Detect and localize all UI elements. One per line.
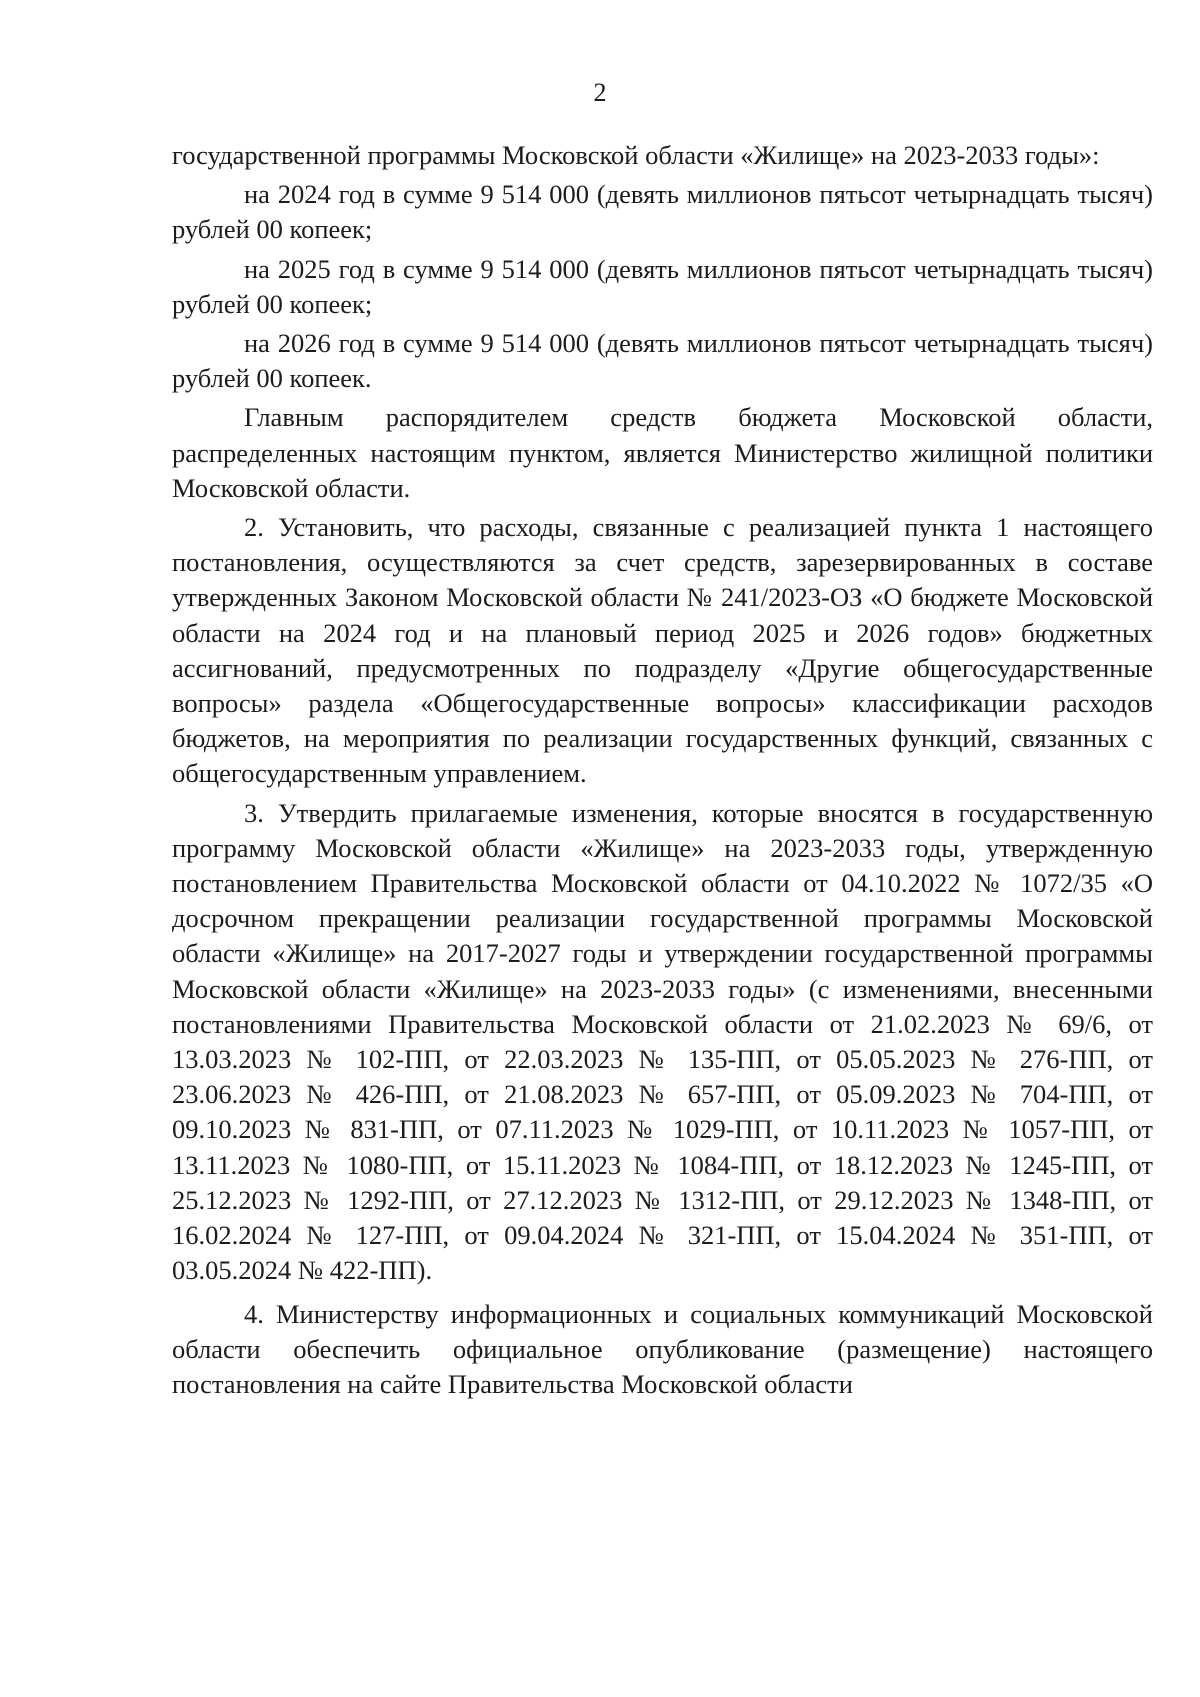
paragraph-funding-2026: на 2026 год в сумме 9 514 000 (девять миллионов пятьсот четырнадцать тысяч) рублей 00 копеек.: [172, 328, 1153, 394]
paragraph-item-3-amendments: 3. Утвердить прилагаемые изменения, которые вносятся в государственную программу Московской области «Жилище» на 2023-2033 годы, утвержденную постановлением Правительства Московской области от 04.10.2022 № 1072/35 «О досрочном прекращении реализации государственной программы Московской области «Жилище» на 2017-2027 годы и утверждении государственной программы Московской области «Жилище» на 2023-2033 годы» (с изменениями, внесенными постановлениями Правительства Московской области от 21.02.2023 № 69/6, от 13.03.2023 № 102-ПП, от 22.03.2023 № 135-ПП, от 05.05.2023 № 276-ПП, от 23.06.2023 № 426-ПП, от 21.08.2023 № 657-ПП, от 05.09.2023 № 704-ПП, от 09.10.2023 № 831-ПП, от 07.11.2023 № 1029-ПП, от 10.11.2023 № 1057-ПП, от 13.11.2023 № 1080-ПП, от 15.11.2023 № 1084-ПП, от 18.12.2023 № 1245-ПП, от 25.12.2023 № 1292-ПП, от 27.12.2023 № 1312-ПП, от 29.12.2023 № 1348-ПП, от 16.02.2024 № 127-ПП, от 09.04.2024 № 321-ПП, от 15.04.2024 № 351-ПП, от 03.05.2024 № 422-ПП).: [172, 797, 1153, 1286]
document-body: [172, 138, 1153, 1402]
paragraph-item-4-publication: 4. Министерству информационных и социальных коммуникаций Московской области обеспечить официальное опубликование (размещение) настоящего постановления на сайте Правительства Московской области: [172, 1298, 1153, 1399]
paragraph-chief-administrator: Главным распорядителем средств бюджета Московской области, распределенных настоящим пунктом, является Министерство жилищной политики Московской области.: [172, 402, 1153, 503]
paragraph-item-2-expenses: 2. Установить, что расходы, связанные с реализацией пункта 1 настоящего постановления, осуществляются за счет средств, зарезервированных в составе утвержденных Законом Московской области № 241/2023-ОЗ «О бюджете Московской области на 2024 год и на плановый период 2025 и 2026 годов» бюджетных ассигнований, предусмотренных по подразделу «Другие общегосударственные вопросы» раздела «Общегосударственные вопросы» классификации расходов бюджетов, на мероприятия по реализации государственных функций, связанных с общегосударственным управлением.: [172, 512, 1153, 789]
page-number: 2: [593, 78, 607, 107]
paragraph-program-title-continuation: государственной программы Московской области «Жилище» на 2023-2033 годы»:: [172, 140, 1100, 170]
paragraph-funding-2025: на 2025 год в сумме 9 514 000 (девять миллионов пятьсот четырнадцать тысяч) рублей 00 копеек;: [172, 253, 1153, 319]
paragraph-funding-2024: на 2024 год в сумме 9 514 000 (девять миллионов пятьсот четырнадцать тысяч) рублей 00 копеек;: [172, 179, 1153, 245]
